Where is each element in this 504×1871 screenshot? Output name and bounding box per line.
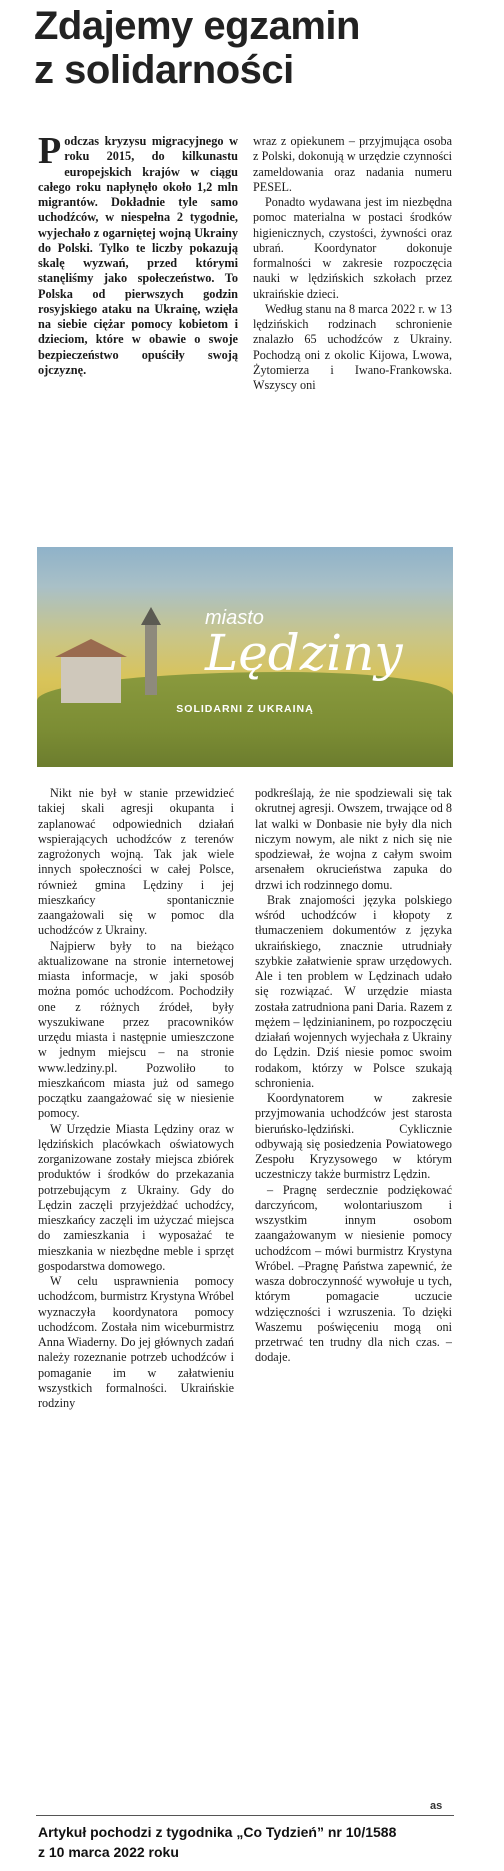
author-signature: as <box>430 1800 443 1812</box>
paragraph: Brak znajomości języka polskiego wśród uchodźców i kłopoty z tłumaczeniem dokumentów z języka ukraińskiego, znacznie utrudniały szybkie załatwienie spraw urzędowych. Ale i ten problem w Lędzinach udało się rozwiązać. W urzędzie miasta została zatrudniona pani Daria. Razem z mężem – lędzinianinem, po rozpoczęciu działań wojennych wyjechała z Ukrainy do Lędzin. Dziś niesie pomoc swoim rodakom, którzy w Polsce szukają schronienia. <box>255 892 452 1090</box>
drop-cap: P <box>38 134 62 172</box>
paragraph: Najpierw były to na bieżąco aktualizowane na stronie internetowej miasta informacje, w jaki sposób można pomóc uchodźcom. Pochodziły one z różnych źródeł, były wyszukiwane przez pracowników urzędu miasta i następnie umieszczone w jednym miejscu – na stronie www.ledziny.pl. Pozwoliło to mieszkańcom miasta już od samego początku zaangażować się w niesienie pomocy. <box>38 938 234 1121</box>
paragraph: podkreślają, że nie spodziewali się tak okrutnej agresji. Owszem, trwające od 8 lat walki w Donbasie nie były dla nich niczym nowym, ale nikt z nich się nie spodziewał, że wojna z całym swoim arsenałem okrucieństwa zapuka do drzwi ich rodzinnego domu. <box>255 786 452 892</box>
bottom-left-column <box>38 786 234 1800</box>
paragraph: Koordynatorem w zakresie przyjmowania uchodźców jest starosta bieruńsko-lędziński. Cyklicznie odbywają się posiedzenia Powiatowego Zespołu Kryzysowego w którym uczestniczy także burmistrz Lędzin. <box>255 1091 452 1182</box>
source-note <box>38 1822 478 1862</box>
lead-text: odczas kryzysu migracyjnego w roku 2015, do kilkunastu europejskich krajów w ciągu całego roku napłynęło około 1,2 mln migrantów. Dokładnie tyle samo uchodźców, w niespełna 2 tygodnie, wyjechało z ogarniętej wojną Ukrainy do Polski. Tylko te liczby pokazują skalę wyzwań, przed którymi stanęliśmy jako społeczeństwo. To Polska od pierwszych godzin rosyjskiego ataku na Ukrainę, wzięła na siebie ciężar pomocy kobietom i dzieciom, które w obawie o swoje bezpieczeństwo opuściły swoją ojczyznę. <box>38 134 238 377</box>
source-note-line-2: z 10 marca 2022 roku <box>38 1844 179 1860</box>
paragraph: W Urzędzie Miasta Lędziny oraz w lędzińskich placówkach oświatowych zorganizowane zostały miejsca zbiórek produktów i środków do przekazania potrzebującym z Ukrainy. Gdy do Lędzin zaczęli przyjeżdżać uchodźcy, mieszkańcy zaczęli im użyczać miejsca do zamieszkania i wyposażać te mieszkania w niezbędne meble i sprzęt gospodarstwa domowego. <box>38 1121 234 1273</box>
divider <box>36 1815 454 1816</box>
paragraph: wraz z opiekunem – przyjmująca osoba z Polski, dokonują w urzędzie czynności zameldowania oraz nadania numeru PESEL. <box>253 134 452 194</box>
paragraph: – Pragnę serdecznie podziękować darczyńcom, wolontariuszom i wszystkim innym osobom zaangażowanym w niesienie pomocy uchodźcom – mówi burmistrz Krystyna Wróbel. –Pragnę Państwa zapewnić, że wasza dobroczynność wywołuje u tych, którym pomagacie uczucie wdzięczności i wzruszenia. To dzięki Waszemu poświęceniu mogą oni przetrwać ten trudny dla nich czas. – dodaje. <box>255 1182 452 1365</box>
photo-church-tower-shape <box>145 625 157 695</box>
paragraph: Ponadto wydawana jest im niezbędna pomoc materialna w postaci środków higienicznych, czystości, żywności oraz ubrań. Koordynator dokonuje formalności w zakresie rozpoczęcia nauki w lędzińskich szkołach przez ukraińskie dzieci. <box>253 195 452 301</box>
bottom-right-column <box>255 786 452 1800</box>
source-note-line-1: Artykuł pochodzi z tygodnika „Co Tydzień” nr 10/1588 <box>38 1824 397 1840</box>
article-title-line-1: Zdajemy egzamin <box>34 4 360 48</box>
photo-house-shape <box>61 657 121 703</box>
top-right-column <box>253 134 452 536</box>
paragraph: Nikt nie był w stanie przewidzieć takiej skali agresji okupanta i zaplanować odpowiednich działań wspierających uchodźców z terenów zagrożonych wojną. Tak jak wiele innych społeczności w całej Polsce, również gmina Lędziny i jej mieszkańcy spontanicznie zaangażowali się w pomoc dla uchodźców z Ukrainy. <box>38 786 234 938</box>
logo-city-name: Lędziny <box>205 624 403 682</box>
paragraph: Według stanu na 8 marca 2022 r. w 13 lędzińskich rodzinach schronienie znalazło 65 uchodźców z Ukrainy. Pochodzą oni z okolic Kijowa, Lwowa, Żytomierza i Iwano-Frankowska. Wszyscy oni <box>253 301 452 392</box>
article-title <box>34 4 474 92</box>
photo-tagline: SOLIDARNI Z UKRAINĄ <box>176 703 314 715</box>
lead-paragraph <box>38 134 238 378</box>
logo-miasto-text: miasto <box>205 607 264 629</box>
article-title-line-2: z solidarności <box>34 48 294 92</box>
paragraph: W celu usprawnienia pomocy uchodźcom, burmistrz Krystyna Wróbel wyznaczyła koordynatora pomocy uchodźcom. Została nim wiceburmistrz Anna Wiaderny. Do jej głównych zadań należy rozeznanie potrzeb uchodźców i pomaganie im w załatwieniu wszystkich formalności. Ukraińskie rodziny <box>38 1274 234 1410</box>
article-photo <box>37 547 453 767</box>
lead-column <box>38 134 238 536</box>
